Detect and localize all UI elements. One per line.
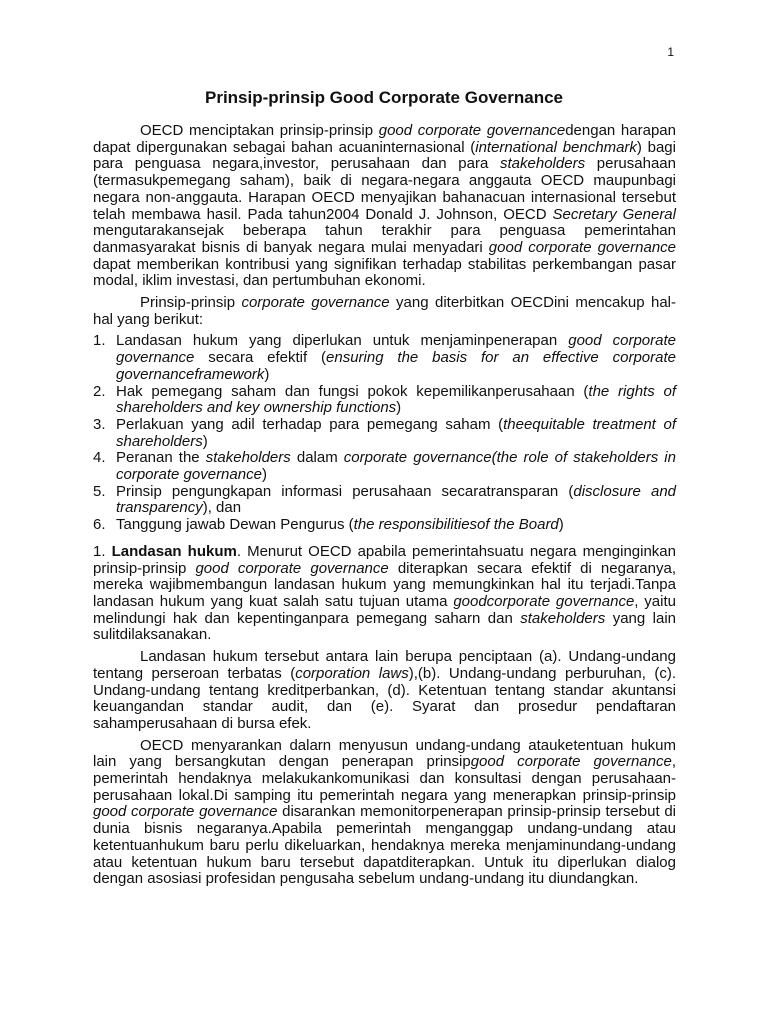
text-run: disarankan memonitorpenerapan prinsip-prinsip tersebut di dunia bisnis negaranya.Apabila pemerintah menganggap undang-undang atau ketentuanhukum baru perlu dikeluarkan, hendaknya mereka menjaminundang-undang atau ketentuan hukum baru tersebut dapatditerapkan. Untuk itu diperlukan dialog dengan asosiasi profesidan pengusaha sebelum undang-undang itu diundangkan. [93, 803, 676, 888]
text-run: Landasan hukum tersebut antara lain berupa penciptaan (a). Undang-undang tentang perseroan terbatas ( [93, 648, 676, 682]
list-item-text [116, 449, 676, 483]
italic-text: stakeholders [205, 449, 291, 467]
list-item-text [116, 483, 676, 517]
text-run: ) bagi para penguasa negara,investor, perusahaan dan para [93, 138, 676, 173]
text-run: mengutarakansejak beberapa tahun terakhir para penguasa pemerintahan danmasyarakat bisnis di banyak negara mulai menyadari [93, 222, 676, 256]
text-run: dalam [290, 449, 344, 467]
text-run: ) [202, 432, 208, 450]
italic-text: corporate governance(the role of stakeholders in corporate governance [116, 449, 676, 484]
text-run: perusahaan (termasukpemegang saham), baik di negara-negara anggauta OECD maupunbagi negara non-anggauta. Harapan OECD menyajikan bahanacuan internasional tersebut telah membawa hasil. Pada tahun2004 Donald J. Johnson, OECD [93, 155, 676, 223]
list-item-number: 6. [93, 516, 106, 534]
italic-text: the rights of shareholders and key ownership functions [116, 382, 676, 417]
principles-list [93, 333, 676, 533]
italic-text: ensuring the basis for an effective corporate governanceframework [116, 349, 676, 383]
text-run: OECD menyarankan dalarn menyusun undang-undang atauketentuan hukum lain yang bersangkutan dengan penerapan prinsip [93, 736, 676, 771]
bold-text: Landasan hukum [111, 542, 237, 560]
italic-text: good corporate governance [116, 332, 676, 367]
text-run: diterapkan secara efektif di negaranya, mereka wajibmembangun landasan hukum yang memungkinkan hal itu terjadi.Tanpa landasan hukum yang kuat salah satu tujuan utama [93, 559, 676, 610]
text-run: ), dan [202, 499, 242, 517]
section-1-paragraph-2 [93, 649, 676, 733]
italic-text: the responsibilitiesof the Board [353, 516, 559, 534]
italic-text: good corporate governance [195, 559, 389, 577]
text-run: , yaitu melindungi hak dan kepentinganpara pemegang saharn dan [93, 592, 676, 627]
italic-text: Secretary General [552, 205, 676, 223]
list-item-text [116, 383, 676, 417]
italic-text: international benchmark [475, 138, 637, 156]
list-item-number: 3. [93, 415, 106, 433]
list-item-text [116, 516, 564, 533]
list-item-number: 5. [93, 482, 106, 500]
list-item-number: 2. [93, 382, 106, 400]
list-item-number: 1. [93, 332, 106, 350]
italic-text: corporation laws [295, 664, 409, 682]
text-run: 1. [93, 542, 112, 560]
text-run: Landasan hukum yang diperlukan untuk menjaminpenerapan [116, 332, 569, 350]
list-item [93, 517, 676, 534]
text-run: Perlakuan yang adil terhadap para pemegang saham ( [116, 415, 504, 433]
text-run: , pemerintah hendaknya melakukankomunikasi dan konsultasi dengan perusahaan-perusahaan lokal.Di samping itu pemerintah negara yang menerapkan prinsip-prinsip [93, 753, 677, 804]
intro-paragraph-1 [93, 123, 676, 290]
text-run: Tanggung jawab Dewan Pengurus ( [116, 516, 354, 534]
text-run: ) [558, 516, 564, 534]
list-item [93, 417, 676, 450]
text-run: Prinsip-prinsip [140, 294, 242, 312]
italic-text: good corporate governance [378, 122, 566, 139]
document-body [93, 123, 676, 888]
italic-text: corporate governance [241, 294, 390, 312]
text-run: OECD menciptakan prinsip-prinsip [140, 122, 379, 139]
text-run: dapat memberikan kontribusi yang signifikan terhadap stabilitas perkembangan pasar modal, iklim investasi, dan pertumbuhan ekonomi. [93, 255, 676, 290]
italic-text: goodcorporate governance [453, 592, 635, 610]
italic-text: disclosure and transparency [116, 482, 676, 517]
text-run: Prinsip pengungkapan informasi perusahaan secaratransparan ( [116, 482, 574, 500]
italic-text: theequitable treatment of shareholders [116, 415, 676, 450]
italic-text: good corporate governance [488, 238, 676, 256]
text-run: Peranan the [116, 449, 206, 467]
section-1-paragraph-3 [93, 738, 676, 888]
list-item-text [116, 416, 676, 450]
text-run: yang lain sulitdilaksanakan. [93, 609, 676, 644]
document-title: Prinsip-prinsip Good Corporate Governance [205, 88, 563, 107]
text-run: dengan harapan dapat dipergunakan sebagai bahan acuaninternasional ( [93, 122, 676, 156]
italic-text: stakeholders [500, 155, 586, 173]
list-item-text [116, 332, 676, 382]
intro-paragraph-2 [93, 295, 676, 328]
italic-text: good corporate governance [93, 803, 278, 821]
list-item [93, 384, 676, 417]
italic-text: stakeholders [520, 609, 606, 627]
text-run: ) [264, 365, 270, 383]
text-run: yang diterbitkan OECDini mencakup hal-hal yang berikut: [93, 294, 677, 328]
text-run: secara efektif ( [194, 349, 327, 367]
text-run: . Menurut OECD apabila pemerintahsuatu negara menginginkan prinsip-prinsip [93, 542, 676, 577]
section-1-paragraph-1 [93, 544, 676, 644]
text-run: ) [396, 399, 402, 417]
page-number: 1 [667, 45, 674, 59]
list-item [93, 333, 676, 383]
text-run: Hak pemegang saham dan fungsi pokok kepemilikanperusahaan ( [116, 382, 589, 400]
list-item [93, 484, 676, 517]
list-item [93, 450, 676, 483]
text-run: ) [261, 466, 267, 484]
text-run: ),(b). Undang-undang perburuhan, (c). Undang-undang tentang kreditperbankan, (d). Ketentuan tentang standar akuntansi keuangandan standar audit, dan (e). Syarat dan prosedur pendaftaran sahamperusahaan di bursa efek. [93, 664, 676, 732]
list-item-number: 4. [93, 449, 106, 467]
italic-text: good corporate governance [470, 753, 672, 771]
